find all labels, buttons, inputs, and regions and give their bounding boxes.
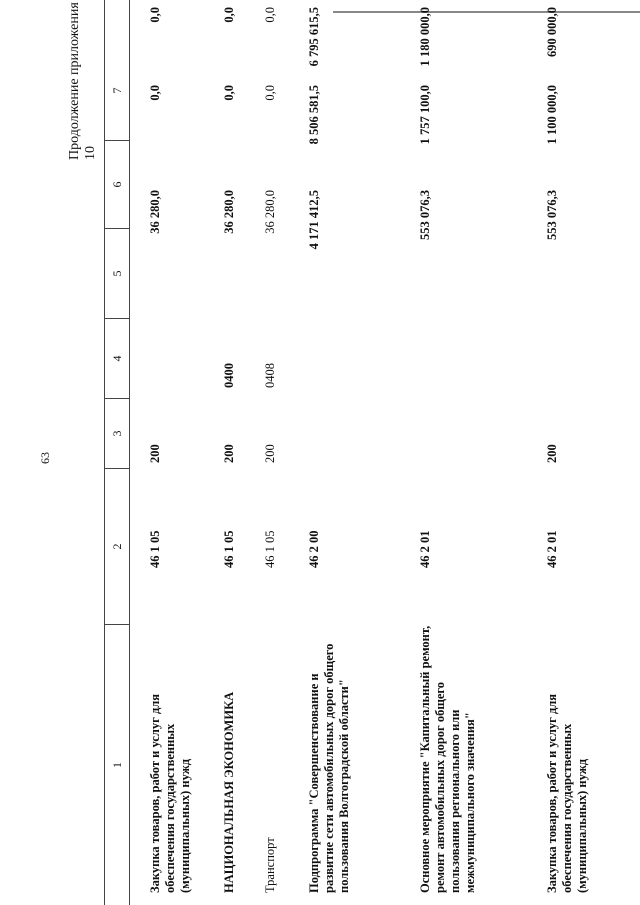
row-code: 46 1 05 [222,530,236,568]
header-col-6: 6 [105,141,129,229]
table-header [104,0,130,905]
row-code: 46 2 01 [418,530,432,568]
row-value-7: 0,0 [263,7,277,23]
header-col-4: 4 [105,319,129,399]
continuation-title: Продолжение приложения 10 [67,2,98,160]
row-value-5: 36 280,0 [148,190,162,234]
header-col-1: 1 [110,762,124,768]
row-value-5: 36 280,0 [263,190,277,234]
row-section: 0400 [222,363,236,388]
row-value-7: 6 795 615,5 [307,7,321,67]
row-name: Закупка товаров, работ и услуг для обеспечения государственных (муниципальных) нужд [148,693,192,893]
row-value-7: 0,0 [148,7,162,23]
row-value-6: 1 757 100,0 [418,85,432,145]
row-name: Транспорт [263,837,277,893]
row-code: 46 2 01 [545,530,559,568]
row-code: 46 1 05 [263,530,277,568]
row-value-5: 36 280,0 [222,190,236,234]
row-type: 200 [148,444,162,463]
page-number: 63 [38,452,52,464]
header-col-2: 2 [105,469,129,625]
row-value-7: 0,0 [222,7,236,23]
row-value-6: 0,0 [222,85,236,101]
row-code: 46 1 05 [148,530,162,568]
row-type: 200 [263,444,277,463]
row-name: НАЦИОНАЛЬНАЯ ЭКОНОМИКА [222,691,236,893]
row-name: Основное мероприятие "Капитальный ремонт, ремонт автомобильных дорог общего пользования регионального или межмуниципального значения" [418,625,477,893]
row-value-6: 0,0 [263,85,277,101]
row-section: 0408 [263,363,277,388]
row-value-5: 553 076,3 [545,190,559,240]
row-value-7: 1 180 000,0 [418,7,432,67]
row-value-6: 0,0 [148,85,162,101]
row-value-5: 553 076,3 [418,190,432,240]
row-value-5: 4 171 412,5 [307,190,321,250]
row-name: Закупка товаров, работ и услуг для обеспечения государственных (муниципальных) нужд [545,693,589,893]
row-value-6: 1 100 000,0 [545,85,559,145]
row-name: Подпрограмма "Совершенствование и развитие сети автомобильных дорог общего пользования Волгоградской области" [307,643,351,893]
row-code: 46 2 00 [307,530,321,568]
header-col-5: 5 [105,229,129,319]
row-type: 200 [222,444,236,463]
row-value-7: 690 000,0 [545,7,559,57]
header-col-7: 7 [105,41,129,141]
header-col-3: 3 [105,399,129,469]
row-value-6: 8 506 581,5 [307,85,321,145]
row-type: 200 [545,444,559,463]
